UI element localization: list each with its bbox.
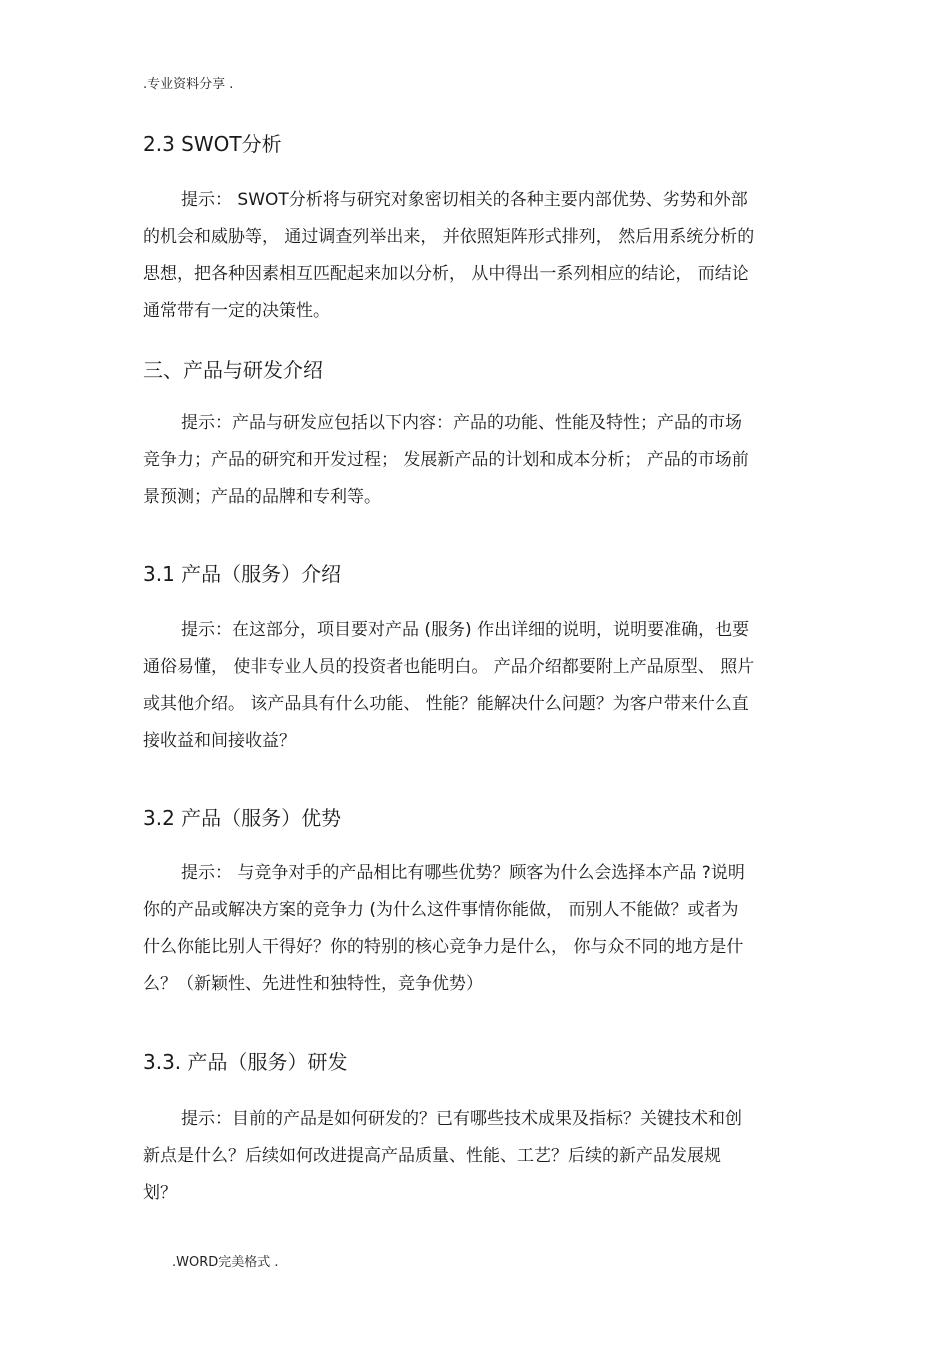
paragraph-line: 划？ xyxy=(143,1183,177,1203)
paragraph-line: 或其他介绍。 该产品具有什么功能、 性能？能解决什么问题？为客户带来什么直 xyxy=(143,694,749,714)
paragraph-line: 提示：在这部分，项目要对产品 (服务) 作出详细的说明，说明要准确，也要 xyxy=(181,620,750,640)
section-heading-product-development: 3.3. 产品（服务）研发 xyxy=(143,1050,348,1074)
section-heading-product-rd: 三、产品与研发介绍 xyxy=(143,358,323,382)
page-footer: .WORD完美格式 . xyxy=(172,1255,279,1270)
paragraph-line: 通俗易懂， 使非专业人员的投资者也能明白。 产品介绍都要附上产品原型、 照片 xyxy=(143,657,755,677)
paragraph-line: 么？（新颖性、先进性和独特性，竞争优势） xyxy=(143,974,483,994)
paragraph-line: 提示： 与竞争对手的产品相比有哪些优势？顾客为什么会选择本产品 ?说明 xyxy=(181,863,745,883)
paragraph-line: 提示：产品与研发应包括以下内容：产品的功能、性能及特性；产品的市场 xyxy=(181,413,742,433)
page-header: .专业资料分享 . xyxy=(143,77,234,92)
paragraph-product-development xyxy=(143,1101,805,1212)
section-heading-swot: 2.3 SWOT分析 xyxy=(143,132,282,156)
paragraph-line: 提示： SWOT分析将与研究对象密切相关的各种主要内部优势、劣势和外部 xyxy=(181,190,748,210)
section-heading-product-advantage: 3.2 产品（服务）优势 xyxy=(143,806,342,830)
paragraph-product-rd xyxy=(143,405,805,516)
paragraph-product-advantage xyxy=(143,855,805,1003)
paragraph-line: 接收益和间接收益？ xyxy=(143,731,296,751)
paragraph-line: 竞争力；产品的研究和开发过程； 发展新产品的计划和成本分析； 产品的市场前 xyxy=(143,450,749,470)
paragraph-line: 提示：目前的产品是如何研发的？已有哪些技术成果及指标？关键技术和创 xyxy=(181,1109,742,1129)
paragraph-line: 什么你能比别人干得好？你的特别的核心竞争力是什么， 你与众不同的地方是什 xyxy=(143,937,744,957)
paragraph-line: 通常带有一定的决策性。 xyxy=(143,301,330,321)
paragraph-line: 你的产品或解决方案的竞争力 (为什么这件事情你能做， 而别人不能做？或者为 xyxy=(143,900,739,920)
paragraph-line: 新点是什么？后续如何改进提高产品质量、性能、工艺？后续的新产品发展规 xyxy=(143,1146,721,1166)
paragraph-product-intro xyxy=(143,612,805,760)
paragraph-line: 景预测；产品的品牌和专利等。 xyxy=(143,487,381,507)
paragraph-line: 思想，把各种因素相互匹配起来加以分析， 从中得出一系列相应的结论， 而结论 xyxy=(143,264,749,284)
paragraph-swot xyxy=(143,182,805,330)
section-heading-product-intro: 3.1 产品（服务）介绍 xyxy=(143,562,342,586)
paragraph-line: 的机会和威胁等， 通过调查列举出来， 并依照矩阵形式排列， 然后用系统分析的 xyxy=(143,227,755,247)
